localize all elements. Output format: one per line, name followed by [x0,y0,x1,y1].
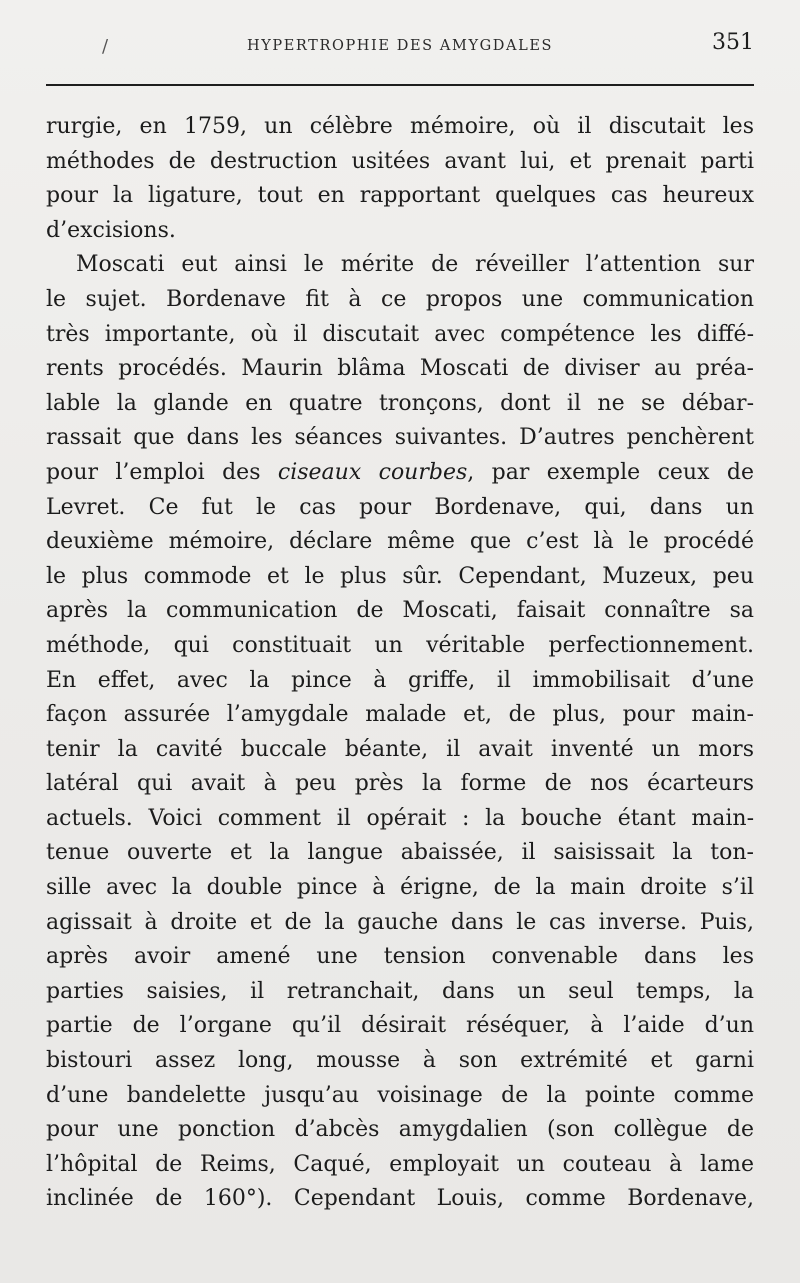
running-head [46,26,754,70]
text-line: le plus commode et le plus sûr. Cependant, Muzeux, peu [46,563,754,589]
paragraph-start-line: Moscati eut ainsi le mérite de réveiller l’attention sur [76,252,754,278]
text-line: pour une ponction d’abcès amygdalien (son collègue de [46,1117,754,1143]
text-line: tenue ouverte et la langue abaissée, il saisissait la ton- [46,840,754,866]
text-line: lable la glande en quatre tronçons, dont il ne se débar- [46,390,754,416]
text-line: rents procédés. Maurin blâma Moscati de diviser au préa- [46,356,754,382]
text-line: actuels. Voici comment il opérait : la bouche étant main- [46,805,754,831]
text-line: tenir la cavité buccale béante, il avait inventé un mors [46,736,754,762]
running-title: HYPERTROPHIE DES AMYGDALES [246,38,554,54]
text-line: deuxième mémoire, déclare même que c’est là le procédé [46,529,754,555]
italic-term: ciseaux courbes [277,459,468,485]
text-line: rurgie, en 1759, un célèbre mémoire, où il discutait les [46,114,754,139]
text-line: bistouri assez long, mousse à son extrémité et garni [46,1048,754,1074]
text-line: très importante, où il discutait avec compétence les diffé- [46,321,754,347]
text-line: inclinée de 160°). Cependant Louis, comme Bordenave, [46,1186,754,1212]
text-line: pour la ligature, tout en rapportant quelques cas heureux [46,183,754,209]
text-line: après la communication de Moscati, faisait connaître sa [46,598,754,624]
text-line: l’hôpital de Reims, Caqué, employait un couteau à lame [46,1151,754,1177]
text-line: Levret. Ce fut le cas pour Bordenave, qui, dans un [46,494,754,520]
text-line: méthodes de destruction usitées avant lui, et prenait parti [46,148,754,174]
text-line: méthode, qui constituait un véritable perfectionnement. [46,632,754,658]
text-line: après avoir amené une tension convenable dans les [46,944,754,970]
text-line: parties saisies, il retranchait, dans un seul temps, la [46,978,754,1004]
header-rule [46,84,754,86]
text-line: le sujet. Bordenave fit à ce propos une communication [46,286,754,312]
text-line: rassait que dans les séances suivantes. D’autres penchèrent [46,425,754,451]
text-line: agissait à droite et de la gauche dans le cas inverse. Puis, [46,909,754,935]
page-number: 351 [712,30,754,55]
text-line: sille avec la double pince à érigne, de la main droite s’il [46,875,754,901]
text-line: latéral qui avait à peu près la forme de nos écarteurs [46,771,754,797]
text-line: façon assurée l’amygdale malade et, de plus, pour main- [46,702,754,728]
body-text [46,110,754,1217]
text-line: En effet, avec la pince à griffe, il immobilisait d’une [46,667,754,693]
text-line: d’excisions. [46,217,176,243]
text-line: d’une bandelette jusqu’au voisinage de la pointe comme [46,1082,754,1108]
text-line: pour l’emploi des ciseaux courbes, par exemple ceux de [46,459,754,485]
text-line: partie de l’organe qu’il désirait réséquer, à l’aide d’un [46,1013,754,1039]
pencil-mark: / [102,36,109,57]
